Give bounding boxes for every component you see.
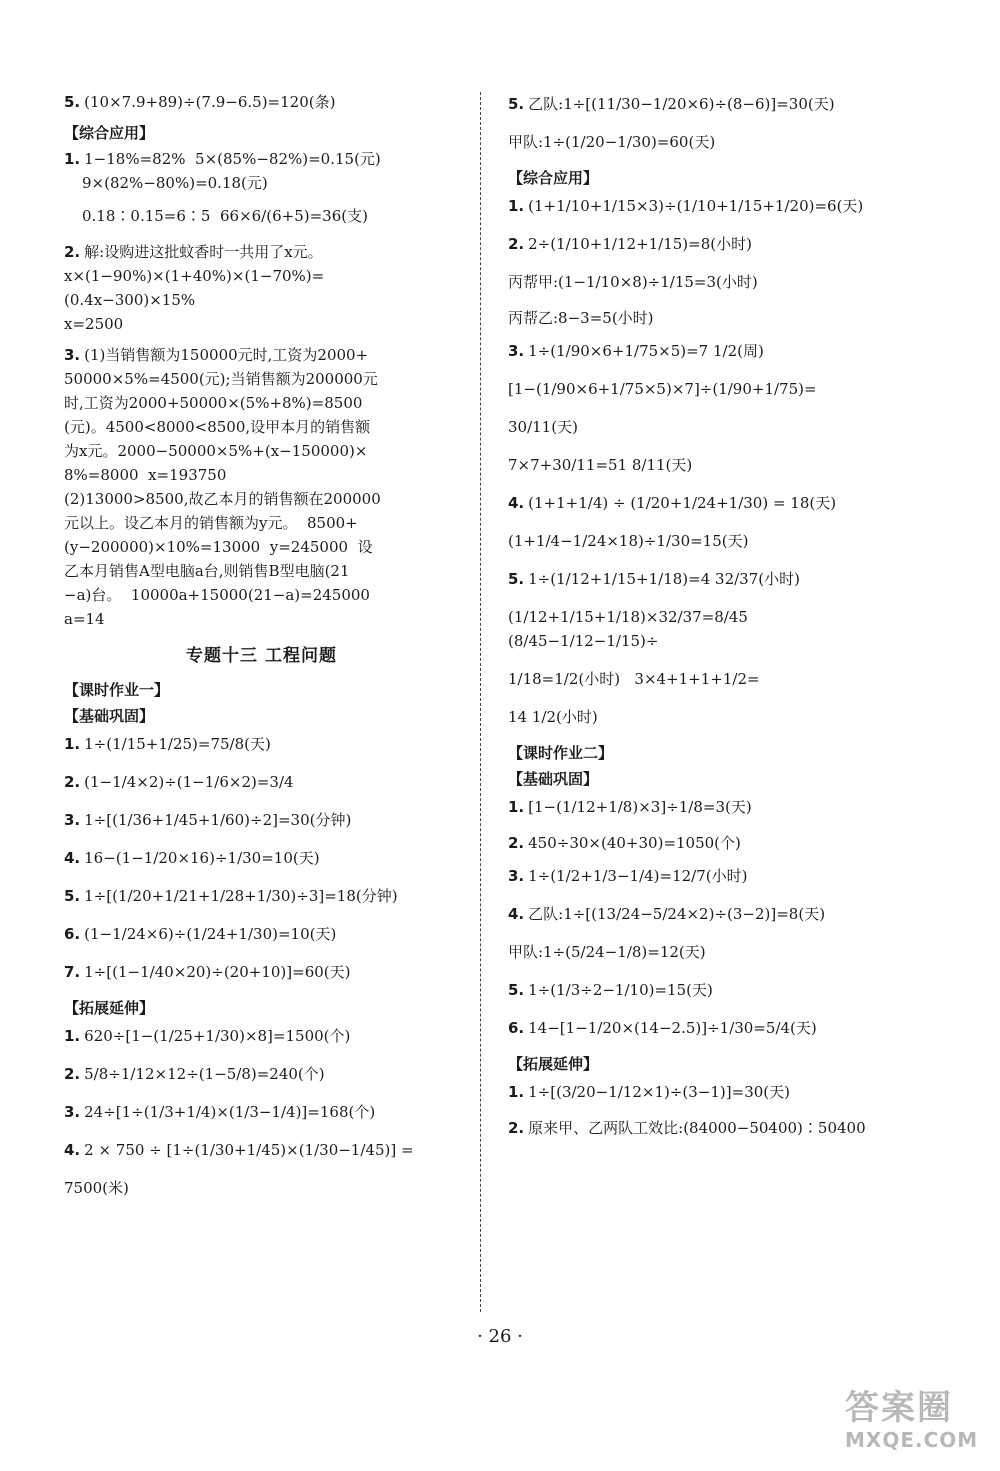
line-text: 24÷[1÷(1/3+1/4)×(1/3−1/4)]=168(个) bbox=[84, 1103, 376, 1121]
answer-line bbox=[508, 705, 908, 729]
answer-line bbox=[508, 529, 908, 553]
line-text: (10×7.9+89)÷(7.9−6.5)=120(条) bbox=[84, 93, 336, 111]
line-text: x=2500 bbox=[64, 315, 124, 333]
item-number: 2. bbox=[508, 1119, 525, 1137]
line-text: 【基础巩固】 bbox=[508, 770, 599, 788]
line-text: 14−[1−1/20×(14−2.5)]÷1/30=5/4(天) bbox=[528, 1019, 817, 1037]
answer-line bbox=[508, 1016, 908, 1040]
section-heading bbox=[64, 680, 459, 700]
line-text: 【拓展延伸】 bbox=[508, 1055, 599, 1073]
line-text: 【综合应用】 bbox=[508, 169, 599, 187]
line-text: 解:设购进这批蚊香时一共用了x元。 bbox=[84, 243, 323, 261]
answer-line bbox=[64, 441, 459, 461]
answer-line bbox=[508, 415, 908, 439]
answer-line bbox=[64, 922, 459, 946]
line-text: 【基础巩固】 bbox=[64, 707, 155, 725]
item-number: 6. bbox=[508, 1019, 525, 1037]
item-number: 1. bbox=[508, 197, 525, 215]
line-text: [1−(1/90×6+1/75×5)×7]÷(1/90+1/75)= bbox=[508, 380, 817, 398]
line-text: 1÷(1/12+1/15+1/18)=4 32/37(小时) bbox=[528, 570, 800, 588]
watermark-url: MXQE.COM bbox=[845, 1428, 979, 1452]
item-number: 4. bbox=[508, 494, 525, 512]
section-heading bbox=[508, 743, 908, 763]
line-text: 7×7+30/11=51 8/11(天) bbox=[508, 456, 693, 474]
answer-line bbox=[64, 1138, 459, 1162]
line-text: (1−1/4×2)÷(1−1/6×2)=3/4 bbox=[84, 773, 294, 791]
watermark-logo bbox=[845, 1388, 985, 1458]
line-text: (1+1+1/4) ÷ (1/20+1/24+1/30) = 18(天) bbox=[528, 494, 837, 512]
answer-line bbox=[64, 173, 459, 193]
item-number: 1. bbox=[64, 150, 81, 168]
answer-line bbox=[64, 732, 459, 756]
line-text: 专题十三 工程问题 bbox=[186, 646, 337, 666]
line-text: 1÷(1/15+1/25)=75/8(天) bbox=[84, 735, 271, 753]
line-text: 乙队:1÷[(13/24−5/24×2)÷(3−2)]=8(天) bbox=[528, 905, 826, 923]
answer-line bbox=[64, 846, 459, 870]
answer-line bbox=[64, 585, 459, 605]
line-text: (1)当销售额为150000元时,工资为2000+ bbox=[84, 346, 369, 364]
answer-line bbox=[64, 1024, 459, 1048]
line-text: 2 × 750 ÷ [1÷(1/30+1/45)×(1/30−1/45)] = bbox=[84, 1141, 414, 1159]
line-text: 丙帮甲:(1−1/10×8)÷1/15=3(小时) bbox=[508, 273, 758, 291]
answer-line bbox=[64, 92, 459, 112]
item-number: 3. bbox=[508, 342, 525, 360]
answer-line bbox=[64, 149, 459, 169]
item-number: 5. bbox=[64, 887, 81, 905]
answer-line bbox=[508, 667, 908, 691]
line-text: 620÷[1−(1/25+1/30)×8]=1500(个) bbox=[84, 1027, 351, 1045]
line-text: 【课时作业一】 bbox=[64, 681, 170, 699]
line-text: a=14 bbox=[64, 610, 105, 628]
line-text: (2)13000>8500,故乙本月的销售额在200000 bbox=[64, 490, 381, 508]
line-text: 1÷[(3/20−1/12×1)÷(3−1)]=30(天) bbox=[528, 1083, 790, 1101]
line-text: 9×(82%−80%)=0.18(元) bbox=[82, 174, 268, 192]
answer-line bbox=[64, 770, 459, 794]
line-text: 原来甲、乙两队工效比:(84000−50400)∶50400 bbox=[528, 1119, 866, 1137]
line-text: 450÷30×(40+30)=1050(个) bbox=[528, 834, 741, 852]
item-number: 1. bbox=[64, 1027, 81, 1045]
item-number: 4. bbox=[64, 1141, 81, 1159]
answer-line bbox=[64, 314, 459, 334]
line-text: 【综合应用】 bbox=[64, 124, 155, 142]
column-divider bbox=[480, 92, 481, 1312]
line-text: 【拓展延伸】 bbox=[64, 999, 155, 1017]
section-heading bbox=[508, 769, 908, 789]
line-text: 2÷(1/10+1/12+1/15)=8(小时) bbox=[528, 235, 752, 253]
answer-line bbox=[508, 270, 908, 294]
line-text: −a)台。 10000a+15000(21−a)=245000 bbox=[64, 586, 370, 604]
answer-line bbox=[64, 417, 459, 437]
chapter-title bbox=[64, 641, 459, 666]
item-number: 3. bbox=[64, 1103, 81, 1121]
answer-line bbox=[64, 960, 459, 984]
line-text: 16−(1−1/20×16)÷1/30=10(天) bbox=[84, 849, 320, 867]
item-number: 2. bbox=[508, 834, 525, 852]
answer-line bbox=[508, 902, 908, 926]
line-text: (元)。4500<8000<8500,设甲本月的销售额 bbox=[64, 418, 371, 436]
answer-line bbox=[508, 605, 908, 653]
line-text: 5/8÷1/12×12÷(1−5/8)=240(个) bbox=[84, 1065, 325, 1083]
section-heading bbox=[64, 998, 459, 1018]
line-text: 1÷[(1/36+1/45+1/60)÷2]=30(分钟) bbox=[84, 811, 352, 829]
line-text: (y−200000)×10%=13000 y=245000 设 bbox=[64, 538, 373, 556]
answer-line bbox=[508, 339, 908, 363]
answer-line bbox=[64, 266, 459, 286]
item-number: 2. bbox=[508, 235, 525, 253]
line-text: 1÷(1/90×6+1/75×5)=7 1/2(周) bbox=[528, 342, 764, 360]
answer-line bbox=[508, 1080, 908, 1104]
answer-line bbox=[64, 513, 459, 533]
line-text: 50000×5%=4500(元);当销售额为200000元 bbox=[64, 370, 378, 388]
line-text: 【课时作业二】 bbox=[508, 744, 614, 762]
answer-line bbox=[64, 489, 459, 509]
line-text: 1÷[(1/20+1/21+1/28+1/30)÷3]=18(分钟) bbox=[84, 887, 398, 905]
item-number: 5. bbox=[64, 93, 81, 111]
answer-line bbox=[508, 92, 908, 116]
page-number: · 26 · bbox=[477, 1326, 523, 1347]
watermark-text: 答案圈 bbox=[845, 1388, 953, 1428]
line-text: 甲队:1÷(5/24−1/8)=12(天) bbox=[508, 943, 706, 961]
answer-line bbox=[64, 393, 459, 413]
answer-line bbox=[508, 232, 908, 256]
answer-line bbox=[64, 204, 459, 228]
section-heading bbox=[508, 168, 908, 188]
answer-line bbox=[64, 808, 459, 832]
item-number: 4. bbox=[64, 849, 81, 867]
answer-line bbox=[508, 567, 908, 591]
line-text: 时,工资为2000+50000×(5%+8%)=8500 bbox=[64, 394, 363, 412]
answer-line bbox=[508, 194, 908, 218]
answer-line bbox=[64, 465, 459, 485]
item-number: 3. bbox=[64, 811, 81, 829]
answer-line bbox=[508, 864, 908, 888]
line-text: (1+1/4−1/24×18)÷1/30=15(天) bbox=[508, 532, 749, 550]
item-number: 3. bbox=[508, 867, 525, 885]
line-text: x×(1−90%)×(1+40%)×(1−70%)= bbox=[64, 267, 325, 285]
item-number: 2. bbox=[64, 773, 81, 791]
answer-line bbox=[64, 290, 459, 310]
line-text: 14 1/2(小时) bbox=[508, 708, 598, 726]
answer-line bbox=[64, 1100, 459, 1124]
answer-line bbox=[508, 795, 908, 819]
line-text: 1−18%=82% 5×(85%−82%)=0.15(元) bbox=[84, 150, 381, 168]
line-text: 7500(米) bbox=[64, 1179, 129, 1197]
answer-line bbox=[64, 1176, 459, 1200]
answer-line bbox=[64, 609, 459, 629]
item-number: 4. bbox=[508, 905, 525, 923]
item-number: 1. bbox=[64, 735, 81, 753]
line-text: (1−1/24×6)÷(1/24+1/30)=10(天) bbox=[84, 925, 337, 943]
line-text: 1÷[(1−1/40×20)÷(20+10)]=60(天) bbox=[84, 963, 351, 981]
line-text: 甲队:1÷(1/20−1/30)=60(天) bbox=[508, 133, 716, 151]
line-text: 为x元。2000−50000×5%+(x−150000)× bbox=[64, 442, 368, 460]
item-number: 2. bbox=[64, 243, 81, 261]
item-number: 1. bbox=[508, 798, 525, 816]
line-text: 丙帮乙:8−3=5(小时) bbox=[508, 309, 654, 327]
line-text: 1/18=1/2(小时) 3×4+1+1+1/2= bbox=[508, 670, 760, 688]
line-text: 30/11(天) bbox=[508, 418, 578, 436]
line-text: [1−(1/12+1/8)×3]÷1/8=3(天) bbox=[528, 798, 752, 816]
line-text: 0.18∶0.15=6∶5 66×6/(6+5)=36(支) bbox=[82, 207, 368, 225]
answer-line bbox=[64, 242, 459, 262]
answer-line bbox=[64, 369, 459, 389]
answer-line bbox=[64, 345, 459, 365]
right-column bbox=[508, 92, 908, 1149]
answer-line bbox=[508, 308, 908, 328]
item-number: 1. bbox=[508, 1083, 525, 1101]
item-number: 7. bbox=[64, 963, 81, 981]
answer-line bbox=[64, 537, 459, 557]
section-heading bbox=[64, 123, 459, 143]
line-text: (1/12+1/15+1/18)×32/37=8/45 (8/45−1/12−1/15)÷ bbox=[508, 608, 763, 650]
line-text: 乙队:1÷[(11/30−1/20×6)÷(8−6)]=30(天) bbox=[528, 95, 835, 113]
item-number: 2. bbox=[64, 1065, 81, 1083]
line-text: (0.4x−300)×15% bbox=[64, 291, 196, 309]
section-heading bbox=[508, 1054, 908, 1074]
line-text: 1÷(1/3÷2−1/10)=15(天) bbox=[528, 981, 713, 999]
answer-line bbox=[508, 491, 908, 515]
line-text: (1+1/10+1/15×3)÷(1/10+1/15+1/20)=6(天) bbox=[528, 197, 864, 215]
answer-line bbox=[508, 1118, 908, 1138]
answer-line bbox=[64, 561, 459, 581]
line-text: 乙本月销售A型电脑a台,则销售B型电脑(21 bbox=[64, 562, 350, 580]
item-number: 5. bbox=[508, 570, 525, 588]
item-number: 5. bbox=[508, 981, 525, 999]
answer-line bbox=[508, 940, 908, 964]
answer-line bbox=[64, 884, 459, 908]
answer-line bbox=[508, 453, 908, 477]
answer-line bbox=[508, 377, 908, 401]
item-number: 5. bbox=[508, 95, 525, 113]
line-text: 8%=8000 x=193750 bbox=[64, 466, 227, 484]
answer-line bbox=[508, 833, 908, 853]
item-number: 3. bbox=[64, 346, 81, 364]
line-text: 1÷(1/2+1/3−1/4)=12/7(小时) bbox=[528, 867, 748, 885]
line-text: 元以上。设乙本月的销售额为y元。 8500+ bbox=[64, 514, 358, 532]
item-number: 6. bbox=[64, 925, 81, 943]
answer-line bbox=[64, 1062, 459, 1086]
answer-line bbox=[508, 978, 908, 1002]
section-heading bbox=[64, 706, 459, 726]
answer-line bbox=[508, 130, 908, 154]
left-column bbox=[64, 92, 459, 1214]
